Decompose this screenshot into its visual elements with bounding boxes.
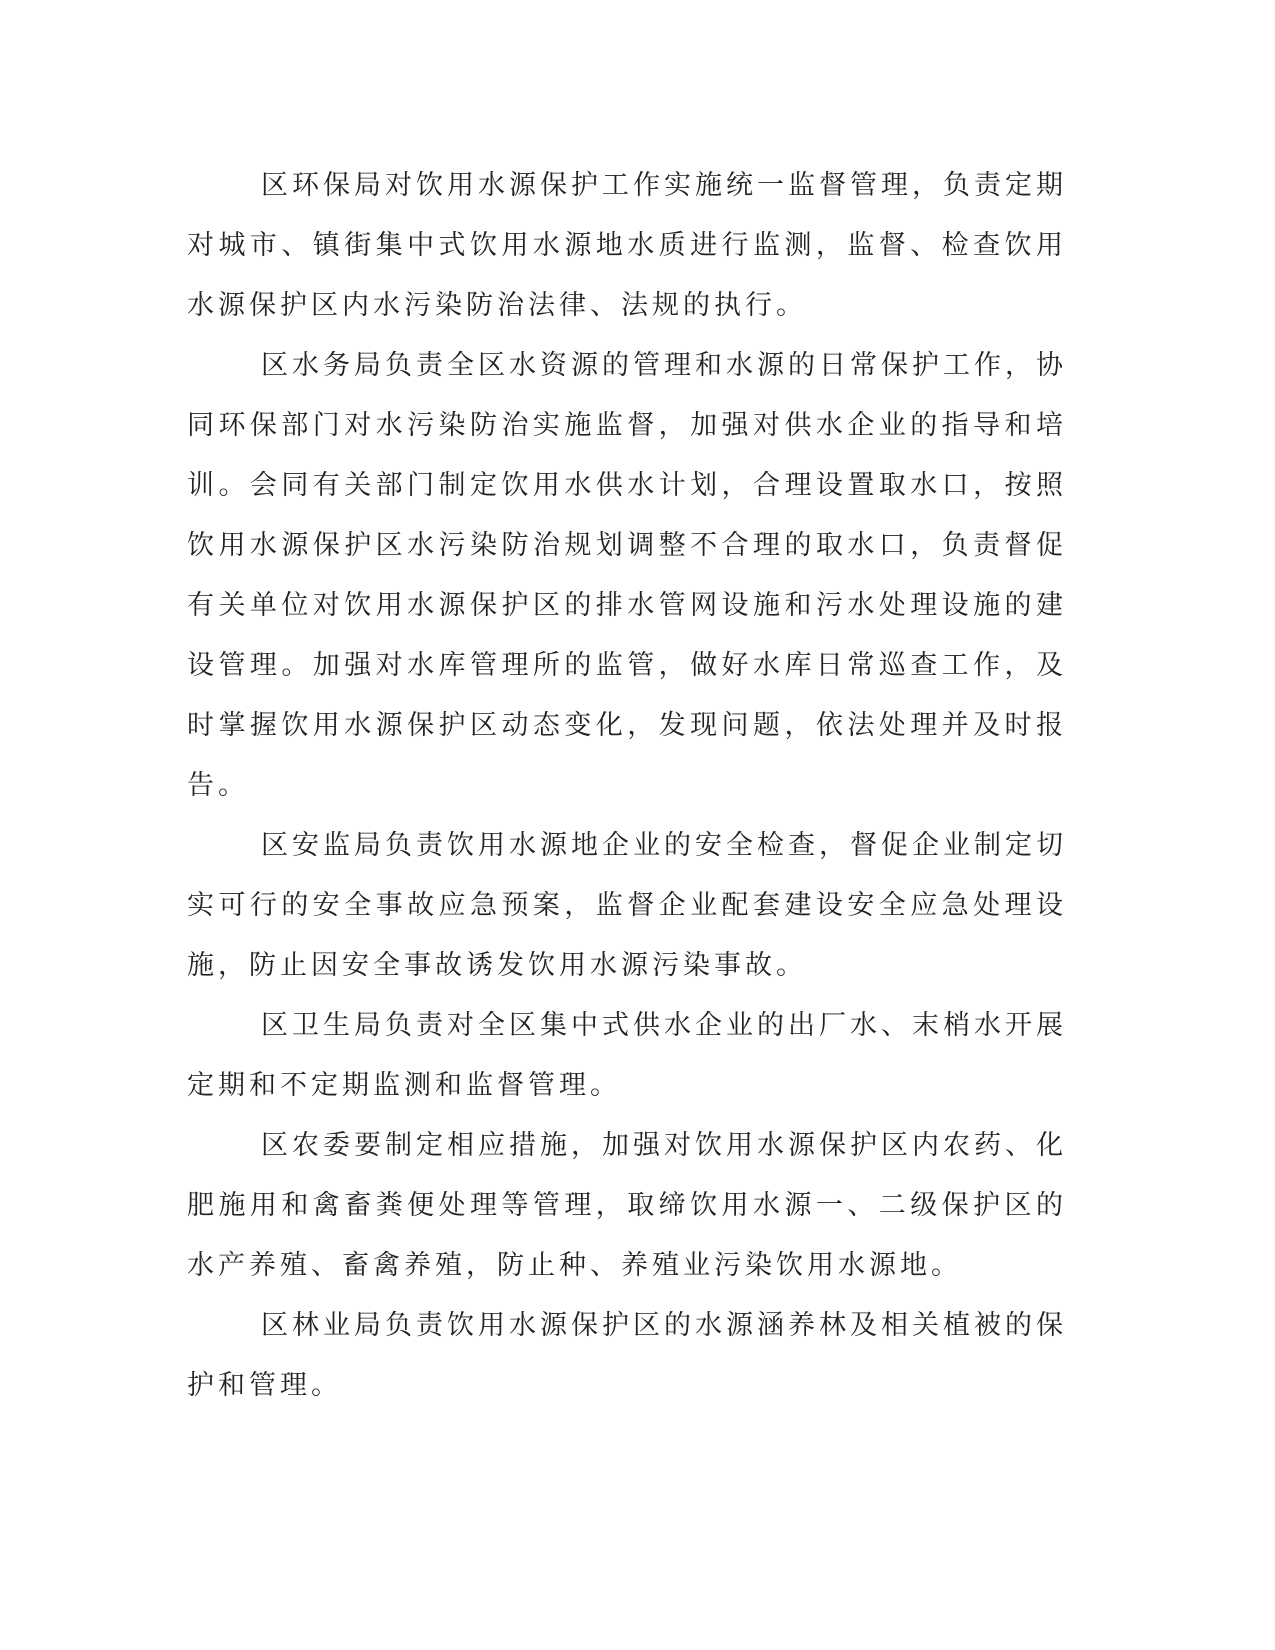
paragraph-environmental-bureau: 区环保局对饮用水源保护工作实施统一监督管理，负责定期对城市、镇街集中式饮用水源地水质进行监测，监督、检查饮用水源保护区内水污染防治法律、法规的执行。 — [187, 170, 1067, 321]
paragraph-agriculture-committee: 区农委要制定相应措施，加强对饮用水源保护区内农药、化肥施用和禽畜粪便处理等管理，取缔饮用水源一、二级保护区的水产养殖、畜禽养殖，防止种、养殖业污染饮用水源地。 — [187, 1130, 1067, 1281]
document-body — [187, 156, 1067, 1416]
paragraph-water-affairs-bureau: 区水务局负责全区水资源的管理和水源的日常保护工作，协同环保部门对水污染防治实施监督，加强对供水企业的指导和培训。会同有关部门制定饮用水供水计划，合理设置取水口，按照饮用水源保护区水污染防治规划调整不合理的取水口，负责督促有关单位对饮用水源保护区的排水管网设施和污水处理设施的建设管理。加强对水库管理所的监管，做好水库日常巡查工作，及时掌握饮用水源保护区动态变化，发现问题，依法处理并及时报告。 — [187, 350, 1067, 801]
paragraph-health-bureau: 区卫生局负责对全区集中式供水企业的出厂水、末梢水开展定期和不定期监测和监督管理。 — [187, 1010, 1067, 1101]
paragraph-forestry-bureau: 区林业局负责饮用水源保护区的水源涵养林及相关植被的保护和管理。 — [187, 1310, 1067, 1401]
paragraph-safety-supervision-bureau: 区安监局负责饮用水源地企业的安全检查，督促企业制定切实可行的安全事故应急预案，监督企业配套建设安全应急处理设施，防止因安全事故诱发饮用水源污染事故。 — [187, 830, 1067, 981]
